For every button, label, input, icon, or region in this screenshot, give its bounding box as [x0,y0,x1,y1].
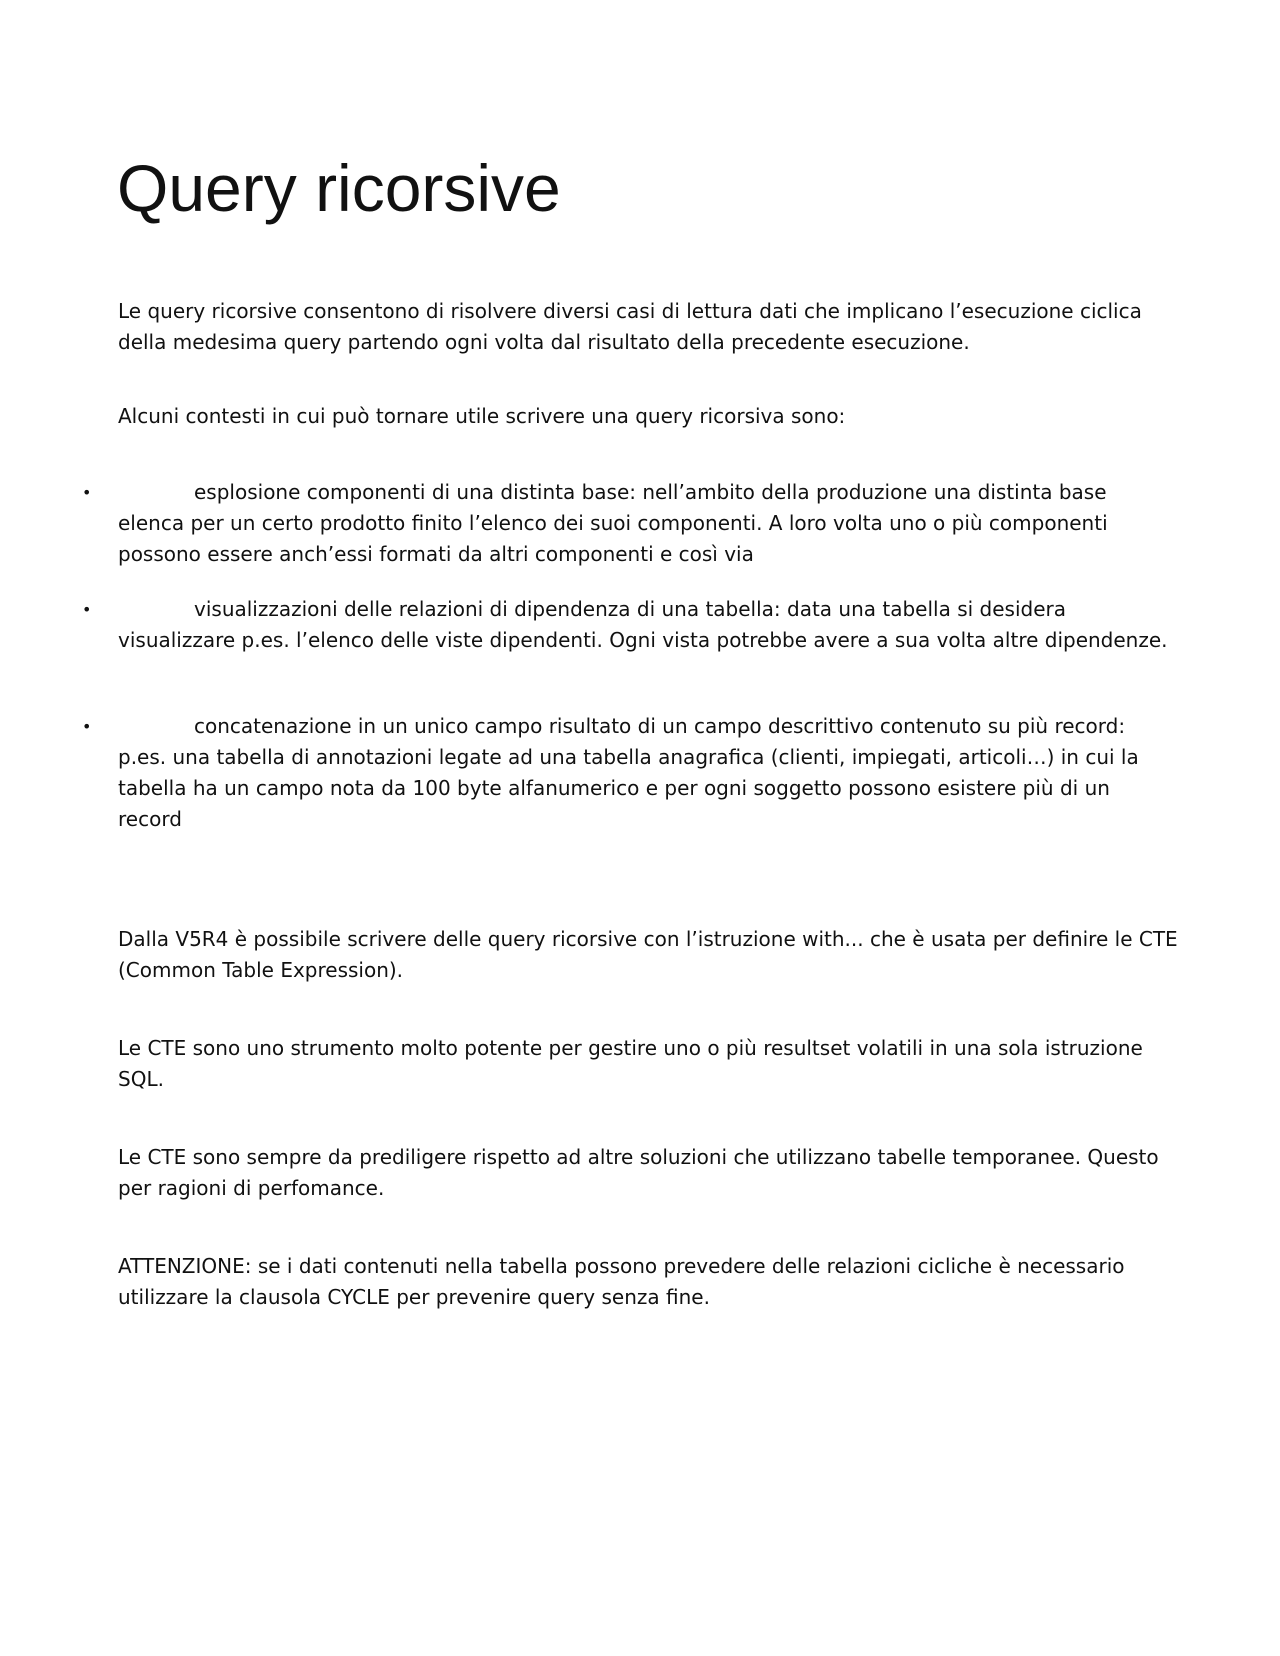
list-item [82,594,1178,656]
list-item [82,477,1178,570]
cte-power-paragraph: Le CTE sono uno strumento molto potente per gestire uno o più resultset volatili in una sola istruzione SQL. [118,1036,1143,1091]
bullet-icon: • [82,717,92,736]
list-item [82,711,1178,835]
bullet-icon: • [82,600,92,619]
warning-paragraph: ATTENZIONE: se i dati contenuti nella tabella possono prevedere delle relazioni cicliche è necessario utilizzare la clausola CYCLE per prevenire query senza fine. [118,1254,1125,1309]
bullet-icon: • [82,483,92,502]
page-title: Query ricorsive [117,151,561,225]
list-item-text: concatenazione in un unico campo risultato di un campo descrittivo contenuto su più record: p.es. una tabella di annotazioni legate ad una tabella anagrafica (clienti, impiegati, articoli…) in cui la tabella ha un campo nota da 100 byte alfanumerico e per ogni soggetto possono esistere più di un record [118,714,1139,831]
list-item-text: esplosione componenti di una distinta base: nell’ambito della produzione una distinta base elenca per un certo prodotto finito l’elenco dei suoi componenti. A loro volta uno o più componenti possono essere anch’essi formati da altri componenti e così via [118,480,1108,566]
cte-prefer-paragraph: Le CTE sono sempre da prediligere rispetto ad altre soluzioni che utilizzano tabelle temporanee. Questo per ragioni di perfomance. [118,1145,1159,1200]
list-item-text: visualizzazioni delle relazioni di dipendenza di una tabella: data una tabella si desidera visualizzare p.es. l’elenco delle viste dipendenti. Ogni vista potrebbe avere a sua volta altre dipendenze. [118,597,1168,652]
intro-paragraph: Le query ricorsive consentono di risolvere diversi casi di lettura dati che implicano l’esecuzione ciclica della medesima query partendo ogni volta dal risultato della precedente esecuzione. [118,299,1142,354]
contexts-lead-paragraph: Alcuni contesti in cui può tornare utile scrivere una query ricorsiva sono: [118,404,846,428]
v5r4-paragraph: Dalla V5R4 è possibile scrivere delle query ricorsive con l’istruzione with... che è usata per definire le CTE (Common Table Expression). [118,927,1178,982]
